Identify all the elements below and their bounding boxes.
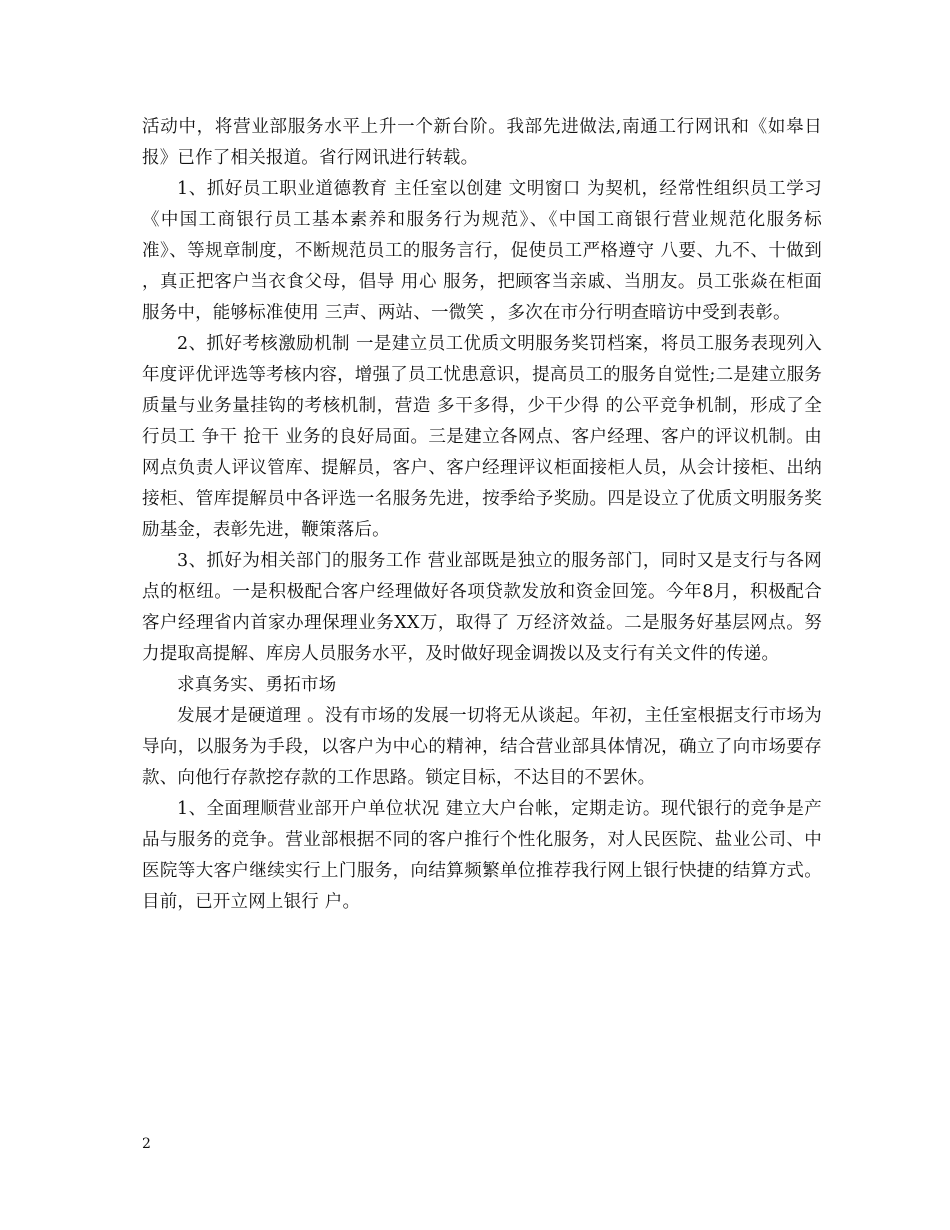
paragraph-7: 1、全面理顺营业部开户单位状况 建立大户台帐，定期走访。现代银行的竞争是产品与服务的竞争。营业部根据不同的客户推行个性化服务，对人民医院、盐业公司、中医院等大客户继续实行上门服务，向结算频繁单位推荐我行网上银行快捷的结算方式。目前，已开立网上银行 户。 xyxy=(142,799,822,912)
paragraph-4: 3、抓好为相关部门的服务工作 营业部既是独立的服务部门，同时又是支行与各网点的枢纽。一是积极配合客户经理做好各项贷款发放和资金回笼。今年8月，积极配合客户经理省内首家办理保理业务XX万，取得了 万经济效益。二是服务好基层网点。努力提取高提解、库房人员服务水平，及时做好现金调拨以及支行有关文件的传递。 xyxy=(142,551,822,664)
paragraph-3: 2、抓好考核激励机制 一是建立员工优质文明服务奖罚档案，将员工服务表现列入年度评优评选等考核内容，增强了员工忧患意识，提高员工的服务自觉性;二是建立服务质量与业务量挂钩的考核机制，营造 多干多得，少干少得 的公平竞争机制，形成了全行员工 争干 抢干 业务的良好局面。三是建立各网点、客户经理、客户的评议机制。由网点负责人评议管库、提解员，客户、客户经理评议柜面接柜人员，从会计接柜、出纳接柜、管库提解员中各评选一名服务先进，按季给予奖励。四是设立了优质文明服务奖励基金，表彰先进，鞭策落后。 xyxy=(142,334,822,540)
paragraph-2: 1、抓好员工职业道德教育 主任室以创建 文明窗口 为契机，经常性组织员工学习《中国工商银行员工基本素养和服务行为规范》、《中国工商银行营业规范化服务标准》、等规章制度，不断规范员工的服务言行，促使员工严格遵守 八要、九不、十做到 ，真正把客户当衣食父母，倡导 用心 服务，把顾客当亲戚、当朋友。员工张焱在柜面服务中，能够标准使用 三声、两站、一微笑 ，多次在市分行明查暗访中受到表彰。 xyxy=(142,179,822,323)
document-body xyxy=(142,112,822,918)
page-number: 2 xyxy=(142,1136,151,1152)
paragraph-1: 活动中，将营业部服务水平上升一个新台阶。我部先进做法,南通工行网讯和《如皋日报》已作了相关报道。省行网讯进行转载。 xyxy=(142,117,822,168)
section-heading: 求真务实、勇拓市场 xyxy=(177,675,337,695)
paragraph-6: 发展才是硬道理 。没有市场的发展一切将无从谈起。年初，主任室根据支行市场为导向，以服务为手段，以客户为中心的精神，结合营业部具体情况，确立了向市场要存款、向他行存款挖存款的工作思路。锁定目标，不达目的不罢休。 xyxy=(142,706,822,788)
